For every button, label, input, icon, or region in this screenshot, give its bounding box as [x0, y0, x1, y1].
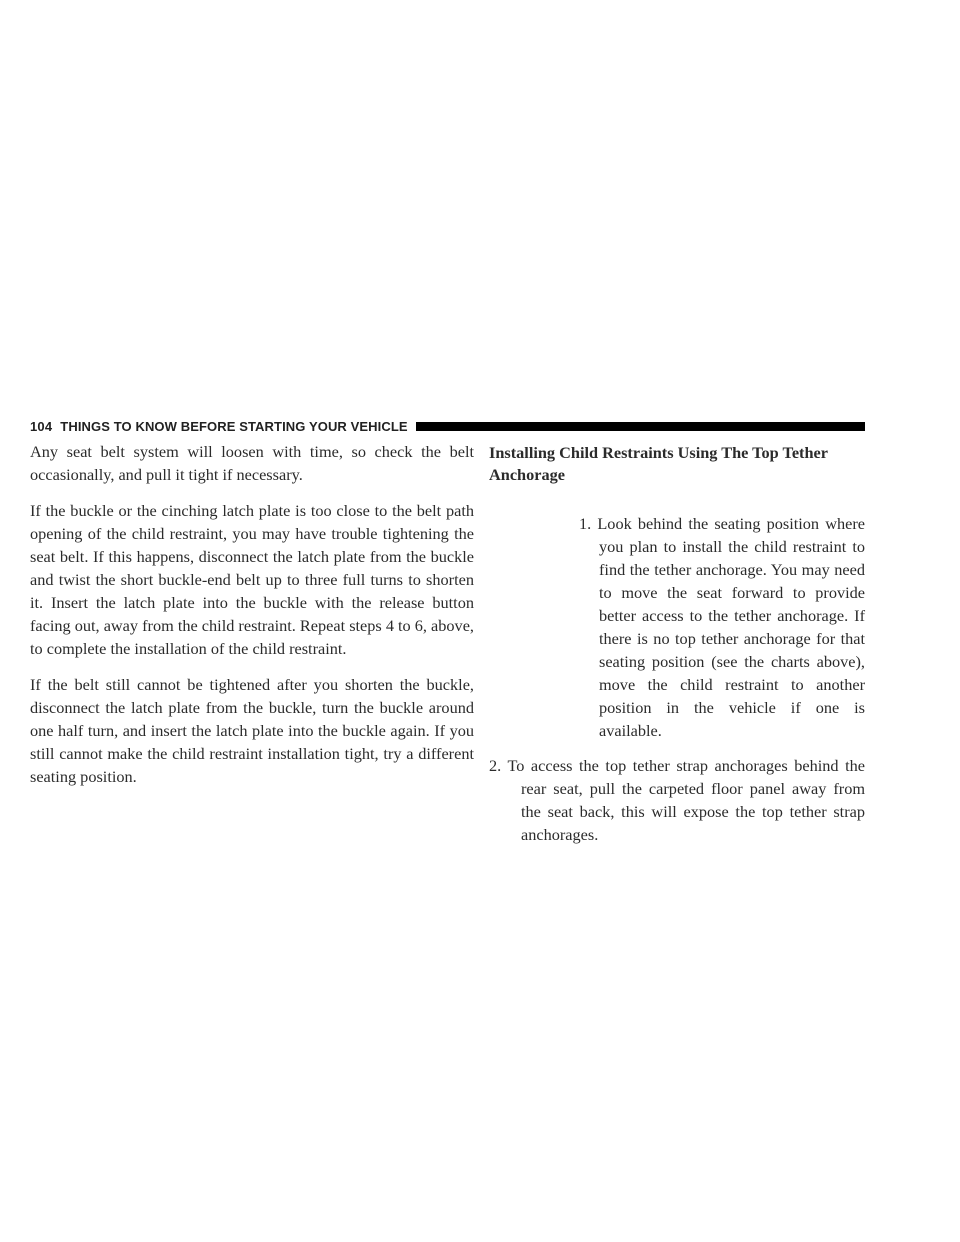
paragraph-buckle-too-close: If the buckle or the cinching latch plate is too close to the belt path opening of the child restraint, you may have trouble tightening the seat belt. If this happens, disconnect the latch plate from the buckle and twist the short buckle-end belt up to three full turns to shorten it. Insert the latch plate into the buckle with the release button facing out, away from the child restraint. Repeat steps 4 to 6, above, to complete the installation of the child restraint.	[30, 501, 474, 658]
header-rule	[416, 422, 865, 431]
page-number: 104	[30, 418, 53, 434]
step-1	[561, 512, 865, 742]
step-2	[489, 754, 865, 846]
step-1-text: Look behind the seating position where you plan to install the child restraint to find the tether anchorage. You may need to move the seat forward to provide better access to the tether anchorage. If there is no top tether anchorage for that seating position (see the charts above), move the child restraint to another position in the vehicle if one is available.	[597, 514, 865, 740]
step-1-number: 1.	[579, 514, 592, 533]
step-2-text: To access the top tether strap anchorages behind the rear seat, pull the carpeted floor panel away from the seat back, this will expose the top tether strap anchorages.	[507, 756, 865, 844]
step-2-number: 2.	[489, 756, 502, 775]
left-column	[30, 440, 474, 801]
page-header	[30, 416, 865, 436]
section-title: THINGS TO KNOW BEFORE STARTING YOUR VEHICLE	[60, 418, 408, 434]
right-column	[489, 442, 865, 846]
paragraph-seat-belt-loosen: Any seat belt system will loosen with time, so check the belt occasionally, and pull it tight if necessary.	[30, 442, 474, 484]
paragraph-belt-still-loose: If the belt still cannot be tightened after you shorten the buckle, disconnect the latch plate from the buckle, turn the buckle around one half turn, and insert the latch plate into the buckle again. If you still cannot make the child restraint installation tight, try a different seating position.	[30, 675, 474, 786]
section-heading: Installing Child Restraints Using The Top Tether Anchorage	[489, 443, 828, 484]
